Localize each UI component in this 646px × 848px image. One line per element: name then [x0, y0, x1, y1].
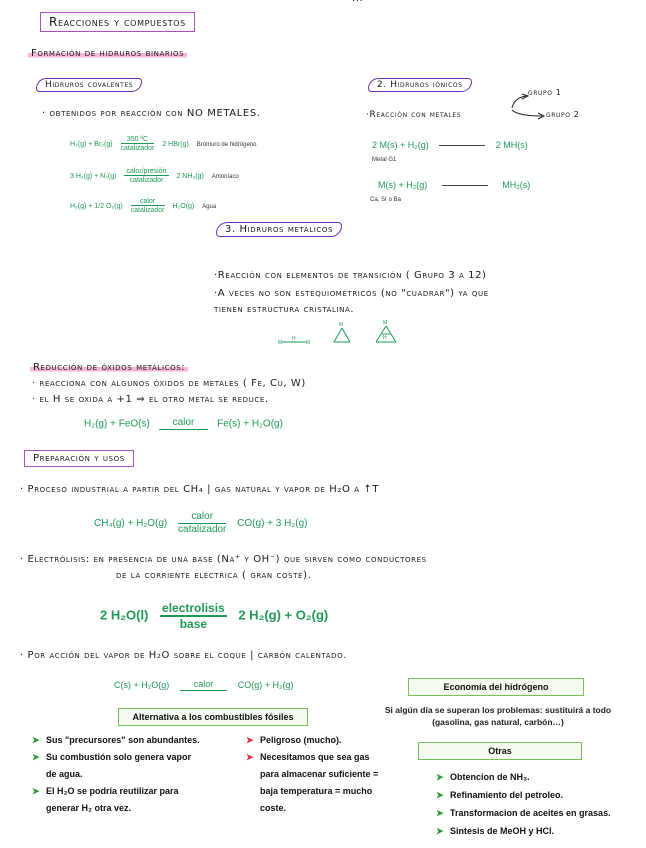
list-item: ➤ Sus "precursores" son abundantes. — [32, 732, 200, 749]
ionic-eq-1 — [372, 140, 528, 150]
list-item: ➤ Peligroso (mucho). — [246, 732, 378, 749]
alternative-title-box: Alternativa a los combustibles fósiles — [118, 708, 308, 726]
list-item: ➤ El H₂O se podría reutilizar para — [32, 783, 200, 800]
eq-cond-top: calor — [131, 198, 165, 206]
list-item: ➤ Sintesis de MeOH y HCl. — [436, 822, 611, 840]
eq-left: H₂(g) + 1/2 O₂(g) — [70, 203, 123, 211]
eq-right: 2 HBr(g) — [162, 141, 189, 149]
eq-left: H₂(g) + FeO(s) — [84, 418, 150, 430]
preparation-p3: · Por acción del vapor de H₂O sobre el coque | carbón calentado. — [20, 650, 348, 661]
metallic-title: 3. Hidruros metálicos — [216, 222, 342, 237]
metallic-line-2: ·A veces no son estequiométricos (no "cuadrar") ya que — [214, 288, 489, 299]
reduction-title — [30, 362, 188, 373]
structure-label-m3: M — [339, 322, 344, 328]
reduction-line-2: · el H se oxida a +1 ⇒ el otro metal se reduce. — [32, 394, 269, 405]
arrow-right-icon: ➤ — [32, 752, 40, 762]
covalent-intro: · obtenidos por reacción con NO METALES. — [42, 108, 261, 119]
arrow-line — [439, 145, 485, 146]
arrow-right-icon: ➤ — [436, 772, 444, 782]
preparation-eq-3 — [114, 680, 294, 691]
eq-right: MH₂(s) — [502, 180, 531, 190]
eq-note: Bromuro de hidrógeno — [196, 142, 257, 149]
ionic-eq-1-note: Metal G1 — [372, 157, 397, 163]
eq-cond-top: calor — [180, 680, 228, 690]
eq-cond-bottom: catalizador — [178, 523, 227, 535]
crystal-structure-icon — [272, 318, 422, 352]
list-item: ➤ Obtencion de NH₃. — [436, 768, 611, 786]
eq-cond-top: calor — [159, 418, 209, 430]
others-list — [436, 768, 611, 840]
preparation-p2b: de la corriente eléctrica ( gran coste). — [116, 570, 312, 581]
list-item: generar H₂ otra vez. — [46, 803, 132, 813]
list-item: ➤ Refinamiento del petroleo. — [436, 786, 611, 804]
economy-title-box: Economía del hidrógeno — [408, 678, 584, 696]
structure-label-h1: H — [292, 336, 296, 342]
metallic-line-3: tienen estructura cristalina. — [214, 304, 355, 315]
preparation-p2a: · Electrólisis: en presencia de una base (Na⁺ y OH⁻) que sirven como conductores — [20, 554, 427, 565]
eq-left: M(s) + H₂(g) — [378, 180, 428, 190]
list-item: ➤ Transformacion de aceites en grasas. — [436, 804, 611, 822]
cons-list — [246, 732, 378, 817]
preparation-title: Preparación y usos — [24, 450, 134, 467]
eq-cond-top: calor — [178, 512, 226, 524]
eq-left: C(s) + H₂O(g) — [114, 680, 170, 690]
eq-cond-top: 350 ºC — [121, 136, 155, 144]
page-title: Reacciones y compuestos — [40, 12, 195, 32]
preparation-eq-2 — [100, 602, 328, 630]
covalent-eq-1 — [70, 136, 256, 153]
group-arrows-icon — [500, 92, 550, 122]
preparation-p1: · Proceso industrial a partir del CH₄ | gas natural y vapor de H₂O a ↑T — [20, 484, 380, 495]
eq-right: Fe(s) + H₂O(g) — [217, 418, 283, 430]
eq-right: H₂O(g) — [172, 203, 195, 211]
eq-cond-top: electrolisis — [162, 601, 225, 615]
others-title-box: Otras — [418, 742, 582, 760]
group-label-1: grupo 1 — [528, 88, 562, 97]
arrow-right-icon: ➤ — [436, 808, 444, 818]
eq-right: 2 H₂(g) + O₂(g) — [238, 607, 329, 623]
eq-right: CO(g) + H₂(g) — [237, 680, 294, 690]
eq-cond-bottom: catalizador — [129, 177, 164, 185]
list-item: de agua. — [46, 769, 83, 779]
reduction-line-1: · reacciona con algunos óxidos de metales ( Fe, Cu, W) — [32, 378, 306, 389]
arrow-right-icon: ➤ — [436, 826, 444, 836]
ionic-title: 2. Hidruros iónicos — [368, 78, 472, 92]
metallic-line-1: ·Reacción con elementos de transición ( Grupo 3 a 12) — [214, 270, 487, 281]
list-item: ➤ Necesitamos que sea gas — [246, 749, 378, 766]
eq-left: CH₄(g) + H₂O(g) — [94, 518, 168, 530]
list-item: baja temperatura = mucho — [260, 786, 373, 796]
ionic-intro: ·Reacción con metales — [366, 110, 462, 120]
section-subtitle — [28, 48, 187, 59]
eq-note: Amoníaco — [211, 174, 239, 181]
reduction-title-text: Reducción de óxidos metálicos: — [30, 362, 188, 373]
arrow-right-icon: ➤ — [436, 790, 444, 800]
eq-cond-top: calor/presión — [126, 168, 167, 175]
ionic-eq-2 — [378, 180, 530, 190]
eq-cond-bottom: base — [179, 616, 208, 631]
structure-label-m4: M — [383, 320, 388, 326]
pros-list — [32, 732, 200, 817]
structure-label-h2: H — [383, 335, 387, 341]
arrow-right-icon: ➤ — [246, 752, 254, 762]
arrow-right-icon: ➤ — [32, 735, 40, 745]
header-fragment — [352, 0, 363, 4]
preparation-eq-1 — [94, 512, 307, 535]
covalent-eq-2 — [70, 168, 239, 185]
list-item: para almacenar suficiente = — [260, 769, 379, 779]
arrow-right-icon: ➤ — [246, 735, 254, 745]
eq-right: 2 MH(s) — [495, 140, 528, 150]
eq-left: H₂(g) + Br₂(g) — [70, 141, 113, 149]
eq-right: CO(g) + 3 H₂(g) — [237, 518, 308, 530]
reduction-eq — [84, 418, 283, 430]
subtitle-text: Formación de hidruros binarios — [28, 48, 187, 59]
structure-label-m2: M — [306, 340, 311, 346]
arrow-right-icon: ➤ — [32, 786, 40, 796]
economy-text: Si algún día se superan los problemas: sustituirá a todo (gasolina, gas natural, carbón…) — [384, 705, 612, 727]
eq-left: 2 H₂O(l) — [100, 607, 149, 623]
eq-note: Agua — [202, 204, 217, 211]
structure-label-m1: M — [278, 340, 283, 346]
list-item: ➤ Su combustión solo genera vapor — [32, 749, 200, 766]
eq-cond-bottom: catalizador — [120, 145, 155, 153]
list-item: coste. — [260, 803, 287, 813]
group-label-2: grupo 2 — [546, 110, 580, 119]
covalent-title: Hidruros covalentes — [36, 78, 142, 92]
eq-left: 2 M(s) + H₂(g) — [372, 140, 429, 150]
arrow-line — [442, 185, 488, 186]
covalent-eq-3 — [70, 198, 216, 215]
ionic-eq-2-note: Ca, Sr o Ba — [370, 197, 402, 203]
eq-cond-bottom: catalizador — [130, 207, 165, 215]
eq-left: 3 H₂(g) + N₂(g) — [70, 173, 117, 181]
eq-right: 2 NH₃(g) — [176, 173, 204, 181]
